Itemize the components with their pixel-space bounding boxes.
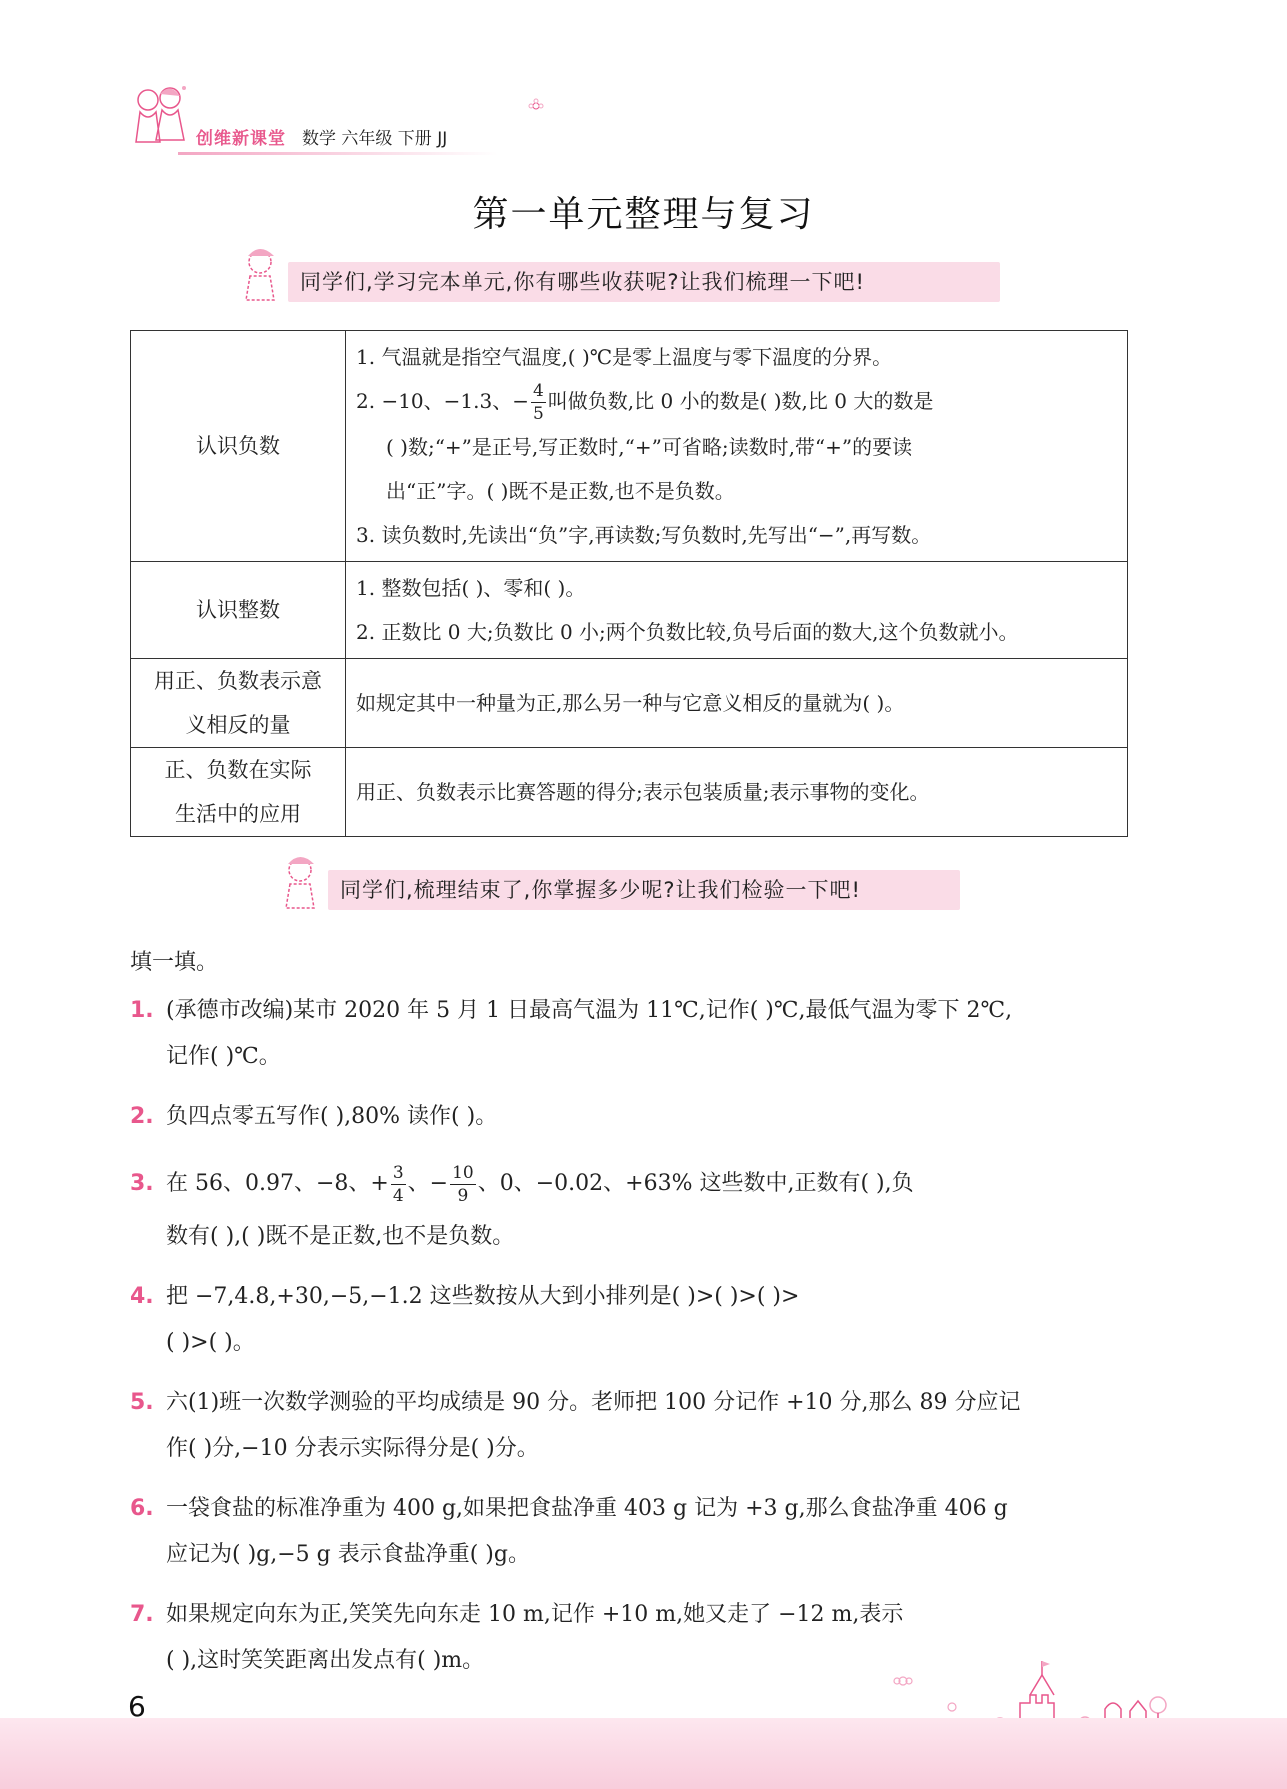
question-7: [130, 1592, 1128, 1684]
text-line: 2. 正数比 0 大;负数比 0 小;两个负数比较,负号后面的数大,这个负数就小。: [356, 620, 1019, 644]
fraction: [391, 1162, 406, 1207]
category-cell: [131, 659, 346, 748]
footer-band: [0, 1718, 1287, 1789]
question-6: [130, 1486, 1128, 1578]
table-row: [131, 659, 1128, 748]
category-cell: 认识整数: [131, 562, 346, 659]
category-line: 义相反的量: [185, 713, 291, 737]
question-line: (承德市改编)某市 2020 年 5 月 1 日最高气温为 11℃,记作( )℃,最低气温为零下 2℃,: [166, 998, 1013, 1023]
content-cell: [346, 562, 1128, 659]
banner-review-text: 同学们,学习完本单元,你有哪些收获呢?让我们梳理一下吧!: [288, 262, 1000, 302]
question-number: 4.: [130, 1284, 154, 1309]
text-line: 1. 整数包括( )、零和( )。: [356, 576, 586, 600]
question-3: [130, 1154, 1128, 1260]
table-row: [131, 331, 1128, 562]
text-line: ( )数;“+”是正号,写正数时,“+”可省略;读数时,带“+”的要读: [386, 435, 913, 459]
question-line: ( )>( )。: [166, 1330, 255, 1355]
question-line: 数有( ),( )既不是正数,也不是负数。: [166, 1224, 515, 1249]
fraction-denominator: 4: [392, 1185, 404, 1206]
fraction-numerator: 10: [452, 1162, 474, 1183]
kids-illustration-icon: [130, 82, 190, 152]
question-2: [130, 1094, 1128, 1140]
text-line: 出“正”字。( )既不是正数,也不是负数。: [386, 479, 735, 503]
question-number: 6.: [130, 1496, 154, 1521]
text-line: 1. 气温就是指空气温度,( )℃是零上温度与零下温度的分界。: [356, 345, 893, 369]
question-number: 7.: [130, 1602, 154, 1627]
flower-icon: [892, 1672, 914, 1690]
question-line: 六(1)班一次数学测验的平均成绩是 90 分。老师把 100 分记作 +10 分,那么 89 分应记: [166, 1390, 1021, 1415]
question-5: [130, 1380, 1128, 1472]
text-line: 如规定其中一种量为正,那么另一种与它意义相反的量就为( )。: [356, 691, 905, 715]
fraction-numerator: 4: [532, 381, 544, 401]
text-span: 、0、−0.02、+63% 这些数中,正数有( ),负: [477, 1171, 914, 1196]
banner-check: [278, 866, 978, 910]
question-line: 一袋食盐的标准净重为 400 g,如果把食盐净重 403 g 记为 +3 g,那么食盐净重 406 g: [166, 1496, 1008, 1521]
brand-name: 创维新课堂: [196, 129, 286, 149]
fraction-denominator: 5: [532, 404, 544, 424]
banner-review: [238, 258, 1018, 302]
category-line: 用正、负数表示意: [154, 669, 322, 693]
header-rule: [178, 152, 498, 155]
category-cell: [131, 748, 346, 837]
content-cell: [346, 748, 1128, 837]
section-label: 填一填。: [130, 950, 219, 975]
summary-table: [130, 330, 1128, 837]
question-number: 2.: [130, 1104, 154, 1129]
content-cell: [346, 331, 1128, 562]
text-span: 2. −10、−1.3、−: [356, 389, 529, 413]
category-cell: 认识负数: [131, 331, 346, 562]
text-line: [356, 379, 1117, 425]
fraction-numerator: 3: [392, 1162, 404, 1183]
text-line: 3. 读负数时,先读出“负”字,再读数;写负数时,先写出“−”,再写数。: [356, 523, 932, 547]
flower-icon: [945, 1700, 959, 1714]
girl-mascot-icon: [238, 246, 284, 306]
fraction: [450, 1162, 476, 1207]
question-number: 3.: [130, 1171, 154, 1196]
question-line: 应记为( )g,−5 g 表示食盐净重( )g。: [166, 1542, 530, 1567]
girl-mascot-icon: [278, 854, 324, 914]
question-4: [130, 1274, 1128, 1366]
content-cell: [346, 659, 1128, 748]
question-line: [130, 1154, 1128, 1214]
page-title: 第一单元整理与复习: [472, 194, 815, 235]
question-1: [130, 988, 1128, 1080]
question-line: 负四点零五写作( ),80% 读作( )。: [166, 1104, 498, 1129]
book-info: 数学 六年级 下册 JJ: [302, 129, 448, 149]
text-span: 、−: [407, 1171, 449, 1196]
text-span: 叫做负数,比 0 小的数是( )数,比 0 大的数是: [547, 389, 934, 413]
question-line: 如果规定向东为正,笑笑先向东走 10 m,记作 +10 m,她又走了 −12 m,表示: [166, 1602, 904, 1627]
question-line: 作( )分,−10 分表示实际得分是( )分。: [166, 1436, 539, 1461]
page-header: [130, 82, 550, 154]
question-number: 1.: [130, 998, 154, 1023]
category-line: 生活中的应用: [175, 802, 301, 826]
banner-check-text: 同学们,梳理结束了,你掌握多少呢?让我们检验一下吧!: [328, 870, 960, 910]
table-row: [131, 748, 1128, 837]
table-row: [131, 562, 1128, 659]
text-line: 用正、负数表示比赛答题的得分;表示包装质量;表示事物的变化。: [356, 780, 930, 804]
question-number: 5.: [130, 1390, 154, 1415]
flower-icon: [528, 98, 544, 114]
question-line: 把 −7,4.8,+30,−5,−1.2 这些数按从大到小排列是( )>( )>( )>: [166, 1284, 800, 1309]
question-line: ( ),这时笑笑距离出发点有( )m。: [166, 1648, 485, 1673]
question-line: 记作( )℃。: [166, 1044, 281, 1069]
category-line: 正、负数在实际: [164, 758, 312, 782]
fraction-denominator: 9: [457, 1185, 469, 1206]
page-number: 6: [128, 1690, 146, 1723]
text-span: 在 56、0.97、−8、+: [166, 1171, 389, 1196]
fraction: [531, 380, 546, 425]
question-list: [130, 988, 1128, 1698]
